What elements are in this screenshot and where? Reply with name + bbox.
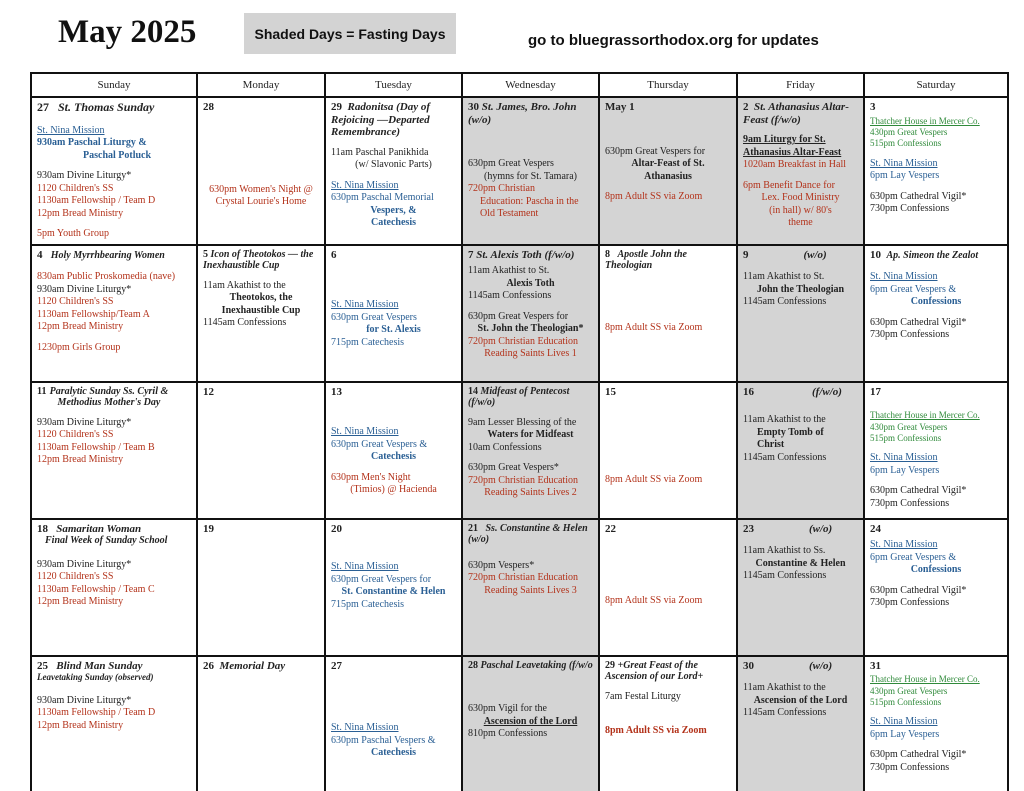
day-number: 25: [37, 659, 48, 672]
event-line: 630pm Great Vespers: [331, 311, 417, 323]
event-line: Catechesis: [371, 747, 416, 759]
day-cell-may-6: [325, 245, 462, 382]
event-line: 830am Public Proskomedia (nave): [37, 271, 176, 283]
event-line: Catechesis: [371, 217, 416, 229]
feast-title: Memorial Day: [219, 659, 286, 672]
event-line: 11am Akathist to St.: [468, 265, 550, 277]
event-line: 6pm Lay Vespers: [870, 170, 940, 182]
day-number: 14: [468, 385, 478, 397]
event-line: 630pm Paschal Vespers &: [331, 734, 436, 746]
day-number: 19: [203, 522, 214, 535]
event-line: 630pm Women's Night @: [209, 183, 313, 195]
event-line: 720pm Christian Education: [468, 572, 578, 584]
event-line: 930am Paschal Liturgy &: [37, 137, 147, 149]
event-line: 930am Divine Liturgy*: [37, 283, 132, 295]
event-line: 5pm Youth Group: [37, 228, 109, 240]
event-line: Paschal Potluck: [83, 149, 152, 161]
event-line: Inexhaustible Cup: [221, 304, 301, 316]
event-line: 430pm Great Vespers: [870, 685, 948, 696]
event-line: (hymns for St. Tamara): [484, 170, 577, 182]
feast-title: Ss. Constantine & Helen (w/o): [468, 522, 588, 546]
event-line: 9am Lesser Blessing of the: [468, 416, 577, 428]
event-line: 1145am Confessions: [203, 317, 287, 329]
day-number: 26: [203, 659, 214, 672]
feast-title: Holy Myrrhbearing Women: [50, 249, 165, 261]
event-line[interactable]: St. Nina Mission: [870, 271, 938, 283]
feast-title: (w/o): [803, 248, 827, 261]
event-line: 11am Akathist to the: [743, 414, 826, 426]
event-line[interactable]: St. Nina Mission: [331, 722, 399, 734]
day-number: 18: [37, 522, 48, 535]
day-number: 21: [468, 522, 478, 534]
day-cell-may-14: [462, 382, 599, 519]
week-row: [31, 656, 1008, 791]
day-cell-may-22: [599, 519, 737, 656]
day-number: May 1: [605, 101, 635, 113]
weekday-saturday: Saturday: [864, 73, 1008, 97]
day-number: 15: [605, 385, 616, 398]
weekday-wednesday: Wednesday: [462, 73, 599, 97]
event-line: Reading Saints Lives 1: [484, 348, 577, 360]
event-line: Lex. Food Ministry: [761, 192, 840, 204]
event-line: for St. Alexis: [366, 324, 421, 336]
day-number: 4: [37, 248, 43, 261]
event-line: 630pm Great Vespers for: [468, 310, 569, 322]
day-cell-may-18: [31, 519, 197, 656]
updates-note: go to bluegrassorthodox.org for updates: [528, 32, 819, 49]
day-number: 28: [203, 101, 214, 113]
feast-title: (f/w/o): [812, 385, 842, 398]
day-number: 23: [743, 522, 754, 535]
event-line: 430pm Great Vespers: [870, 126, 948, 137]
event-line: St. Constantine & Helen: [341, 586, 446, 598]
event-line: John the Theologian: [756, 283, 845, 295]
feast-title: Midfeast of Pentecost (f/w/o): [468, 385, 570, 409]
day-cell-may-27: [325, 656, 462, 791]
day-cell-may-29: [599, 656, 737, 791]
day-cell-may-21: [462, 519, 599, 656]
day-cell-may-24: [864, 519, 1008, 656]
feast-title: Radonitsa (Day of Rejoicing —Departed Remembrance): [331, 101, 430, 139]
event-line[interactable]: St. Nina Mission: [331, 179, 399, 191]
event-line: Confessions: [910, 564, 962, 576]
feast-title: Paralytic Sunday Ss. Cyril & Methodius Mother's Day: [49, 385, 169, 409]
event-line: 630pm Great Vespers &: [331, 438, 428, 450]
event-line: Theotokos, the: [229, 292, 293, 304]
event-line: 8pm Adult SS via Zoom: [605, 595, 703, 607]
event-line: 630pm Paschal Memorial: [331, 192, 434, 204]
event-line: 11am Akathist to the: [203, 279, 286, 291]
event-line: (in hall) w/ 80's: [769, 204, 832, 216]
event-line: 630pm Cathedral Vigil*: [870, 190, 967, 202]
feast-title: (w/o): [809, 659, 833, 672]
day-cell-apr-27: [31, 97, 197, 245]
event-line: 630pm Cathedral Vigil*: [870, 485, 967, 497]
day-cell-may-2: [737, 97, 864, 245]
day-cell-may-1: [599, 97, 737, 245]
event-line: 1145am Confessions: [743, 570, 827, 582]
day-cell-may-7: [462, 245, 599, 382]
event-line: St. John the Theologian*: [477, 323, 584, 335]
event-line: 8pm Adult SS via Zoom: [605, 191, 703, 203]
day-cell-may-4: [31, 245, 197, 382]
event-line: Vespers, &: [370, 204, 417, 216]
day-number: 5: [203, 248, 208, 260]
event-line: 1120 Children's SS: [37, 571, 114, 583]
day-cell-apr-29: [325, 97, 462, 245]
day-number: 2: [743, 101, 749, 113]
event-line: 715pm Catechesis: [331, 336, 405, 348]
event-line[interactable]: Thatcher House in Mercer Co.: [870, 410, 980, 421]
event-line[interactable]: St. Nina Mission: [331, 426, 399, 438]
event-line: 12pm Bread Ministry: [37, 454, 124, 466]
event-line[interactable]: St. Nina Mission: [331, 561, 399, 573]
event-line: 630pm Vigil for the: [468, 703, 547, 715]
event-line: Catechesis: [371, 451, 416, 463]
event-line: 11am Akathist to St.: [743, 271, 825, 283]
event-line: Ascension of the Lord: [483, 715, 578, 727]
event-line: Athanasius: [644, 170, 692, 182]
day-number: 10: [870, 248, 881, 261]
day-cell-may-3: [864, 97, 1008, 245]
feast-title: Apostle John the Theologian: [605, 248, 687, 272]
event-line: 715pm Catechesis: [331, 598, 405, 610]
day-number: 28: [468, 659, 478, 671]
event-line: 6pm Great Vespers &: [870, 283, 957, 295]
event-line: 730pm Confessions: [870, 329, 950, 341]
event-line[interactable]: St. Nina Mission: [37, 124, 105, 136]
event-line: 1120 Children's SS: [37, 182, 114, 194]
event-line: 1230pm Girls Group: [37, 341, 121, 353]
feast-title: St. Athanasius Altar-Feast (f/w/o): [743, 101, 849, 126]
event-line: 8pm Adult SS via Zoom: [605, 321, 703, 333]
event-line: Education: Pascha in the: [480, 195, 579, 207]
weekday-thursday: Thursday: [599, 73, 737, 97]
event-line: 1130am Fellowship / Team C: [37, 583, 155, 595]
event-line: 7am Festal Liturgy: [605, 690, 681, 702]
event-line: 630pm Men's Night: [331, 471, 411, 483]
event-line: 810pm Confessions: [468, 728, 548, 740]
event-line: 1145am Confessions: [743, 296, 827, 308]
event-line: 720pm Christian Education: [468, 335, 578, 347]
feast-title: (w/o): [809, 522, 833, 535]
feast-title: +Great Feast of the Ascension of our Lord+: [605, 659, 704, 683]
event-line: 930am Divine Liturgy*: [37, 416, 132, 428]
event-line[interactable]: Thatcher House in Mercer Co.: [870, 674, 980, 685]
event-line: 515pm Confessions: [870, 138, 942, 149]
event-line: 11am Akathist to Ss.: [743, 545, 826, 557]
week-row: [31, 382, 1008, 519]
day-cell-may-12: [197, 382, 325, 519]
week-row: [31, 519, 1008, 656]
day-number: 31: [870, 659, 881, 672]
day-number: 27: [37, 100, 49, 114]
event-line: 6pm Benefit Dance for: [743, 179, 835, 191]
day-number: 11: [37, 385, 47, 397]
day-cell-may-28: [462, 656, 599, 791]
day-number: 9: [743, 248, 749, 261]
event-line: 1145am Confessions: [743, 707, 827, 719]
feast-title: Paschal Leavetaking (f/w/o: [480, 659, 593, 671]
event-line: (Timios) @ Hacienda: [350, 484, 437, 496]
day-cell-may-9: [737, 245, 864, 382]
event-line: 1145am Confessions: [743, 451, 827, 463]
day-cell-may-16: [737, 382, 864, 519]
event-line: (w/ Slavonic Parts): [355, 159, 432, 171]
weekday-monday: Monday: [197, 73, 325, 97]
event-line: Crystal Lourie's Home: [215, 196, 307, 208]
day-cell-apr-30: [462, 97, 599, 245]
event-line: 630pm Cathedral Vigil*: [870, 316, 967, 328]
event-line: 930am Divine Liturgy*: [37, 694, 132, 706]
event-line: 630pm Cathedral Vigil*: [870, 749, 967, 761]
feast-title: Icon of Theotokos — the Inexhaustible Cup: [203, 248, 314, 272]
day-cell-may-19: [197, 519, 325, 656]
day-cell-may-25: [31, 656, 197, 791]
event-line: 11am Paschal Panikhida: [331, 146, 429, 158]
feast-subtitle: Leavetaking Sunday (observed): [37, 672, 154, 683]
event-line: Christ: [757, 439, 785, 451]
feast-title: St. Thomas Sunday: [58, 100, 155, 114]
event-line: 8pm Adult SS via Zoom: [605, 474, 703, 486]
day-cell-may-23: [737, 519, 864, 656]
day-number: 24: [870, 522, 881, 535]
event-line: 720pm Christian: [468, 183, 535, 195]
event-line: 630pm Great Vespers for: [605, 145, 706, 157]
event-line: 720pm Christian Education: [468, 474, 578, 486]
feast-title: Ap. Simeon the Zealot: [886, 249, 979, 261]
event-line: Old Testament: [480, 208, 539, 220]
event-line: theme: [788, 217, 813, 229]
day-number: 27: [331, 659, 342, 672]
event-line: 930am Divine Liturgy*: [37, 170, 132, 182]
day-cell-may-5: [197, 245, 325, 382]
event-line: Athanasius Altar-Feast: [743, 146, 842, 158]
day-number: 29: [605, 659, 615, 671]
calendar-grid: [30, 72, 1009, 791]
day-number: 13: [331, 385, 342, 398]
feast-title: St. Alexis Toth (f/w/o): [476, 248, 575, 261]
event-line: 1145am Confessions: [468, 290, 552, 302]
event-line: Altar-Feast of St.: [631, 158, 705, 170]
event-line: 12pm Bread Ministry: [37, 596, 124, 608]
event-line: Alexis Toth: [506, 277, 555, 289]
day-number: 22: [605, 522, 616, 535]
event-line: 730pm Confessions: [870, 761, 950, 773]
event-line: 1130am Fellowship / Team D: [37, 195, 156, 207]
event-line: Reading Saints Lives 2: [484, 487, 577, 499]
event-line: 1120 Children's SS: [37, 429, 114, 441]
day-cell-may-17: [864, 382, 1008, 519]
event-line: Confessions: [910, 296, 962, 308]
day-number: 30: [468, 101, 479, 113]
week-row: [31, 245, 1008, 382]
event-line: Constantine & Helen: [755, 557, 846, 569]
feast-subtitle: Final Week of Sunday School: [45, 535, 168, 547]
day-cell-may-31: [864, 656, 1008, 791]
day-cell-may-15: [599, 382, 737, 519]
event-line: 12pm Bread Ministry: [37, 321, 124, 333]
event-line: 730pm Confessions: [870, 497, 950, 509]
day-number: 17: [870, 385, 881, 398]
event-line: 9am Liturgy for St.: [743, 134, 826, 146]
day-cell-may-13: [325, 382, 462, 519]
event-line: 730pm Confessions: [870, 203, 950, 215]
fasting-legend: Shaded Days = Fasting Days: [244, 13, 456, 54]
event-line[interactable]: St. Nina Mission: [331, 299, 399, 311]
weekday-header-row: [31, 73, 1008, 97]
event-line: 930am Divine Liturgy*: [37, 558, 132, 570]
event-line[interactable]: Thatcher House in Mercer Co.: [870, 115, 980, 126]
event-line: 6pm Great Vespers &: [870, 551, 957, 563]
event-line: 1130am Fellowship / Team D: [37, 707, 156, 719]
day-number: 20: [331, 522, 342, 535]
day-number: 30: [743, 659, 754, 672]
event-line: 430pm Great Vespers: [870, 421, 948, 432]
weekday-sunday: Sunday: [31, 73, 197, 97]
event-line: 630pm Vespers*: [468, 559, 535, 571]
day-number: 7: [468, 248, 474, 261]
feast-title: Samaritan Woman: [56, 522, 142, 535]
day-cell-may-8: [599, 245, 737, 382]
day-number: 8: [605, 248, 610, 260]
weekday-tuesday: Tuesday: [325, 73, 462, 97]
day-cell-may-20: [325, 519, 462, 656]
event-line: 630pm Cathedral Vigil*: [870, 584, 967, 596]
day-cell-may-26: [197, 656, 325, 791]
event-line: 1020am Breakfast in Hall: [743, 159, 847, 171]
event-line: 730pm Confessions: [870, 597, 950, 609]
event-line: 515pm Confessions: [870, 697, 942, 708]
event-line: 630pm Great Vespers: [468, 158, 554, 170]
event-line[interactable]: St. Nina Mission: [870, 539, 938, 551]
event-line: 1120 Children's SS: [37, 296, 114, 308]
day-number: 16: [743, 385, 754, 398]
weekday-friday: Friday: [737, 73, 864, 97]
event-line: 8pm Adult SS via Zoom: [605, 725, 707, 737]
day-cell-may-11: [31, 382, 197, 519]
event-line: 11am Akathist to the: [743, 682, 826, 694]
event-line: 6pm Lay Vespers: [870, 728, 940, 740]
feast-title: Blind Man Sunday: [56, 659, 143, 672]
event-line: 6pm Lay Vespers: [870, 464, 940, 476]
event-line: Waters for Midfeast: [487, 429, 574, 441]
event-line: 1130am Fellowship / Team B: [37, 441, 155, 453]
day-number: 3: [870, 101, 876, 113]
event-line: 630pm Great Vespers*: [468, 462, 559, 474]
day-cell-may-30: [737, 656, 864, 791]
event-line: 515pm Confessions: [870, 433, 942, 444]
event-line: 10am Confessions: [468, 441, 542, 453]
feast-title: St. James, Bro. John (w/o): [468, 101, 577, 126]
event-line: 12pm Bread Ministry: [37, 719, 124, 731]
day-cell-may-10: [864, 245, 1008, 382]
event-line: 12pm Bread Ministry: [37, 207, 124, 219]
event-line: 630pm Great Vespers for: [331, 573, 432, 585]
page-title: May 2025: [58, 14, 197, 50]
event-line: Ascension of the Lord: [753, 694, 848, 706]
event-line: Empty Tomb of: [757, 426, 824, 438]
event-line: Reading Saints Lives 3: [484, 584, 577, 596]
day-cell-apr-28: [197, 97, 325, 245]
day-number: 12: [203, 385, 214, 398]
event-line[interactable]: St. Nina Mission: [870, 157, 938, 169]
event-line[interactable]: St. Nina Mission: [870, 716, 938, 728]
event-line[interactable]: St. Nina Mission: [870, 452, 938, 464]
day-number: 6: [331, 248, 337, 261]
event-line: 1130am Fellowship/Team A: [37, 308, 150, 320]
day-number: 29: [331, 101, 342, 113]
week-row: [31, 97, 1008, 245]
